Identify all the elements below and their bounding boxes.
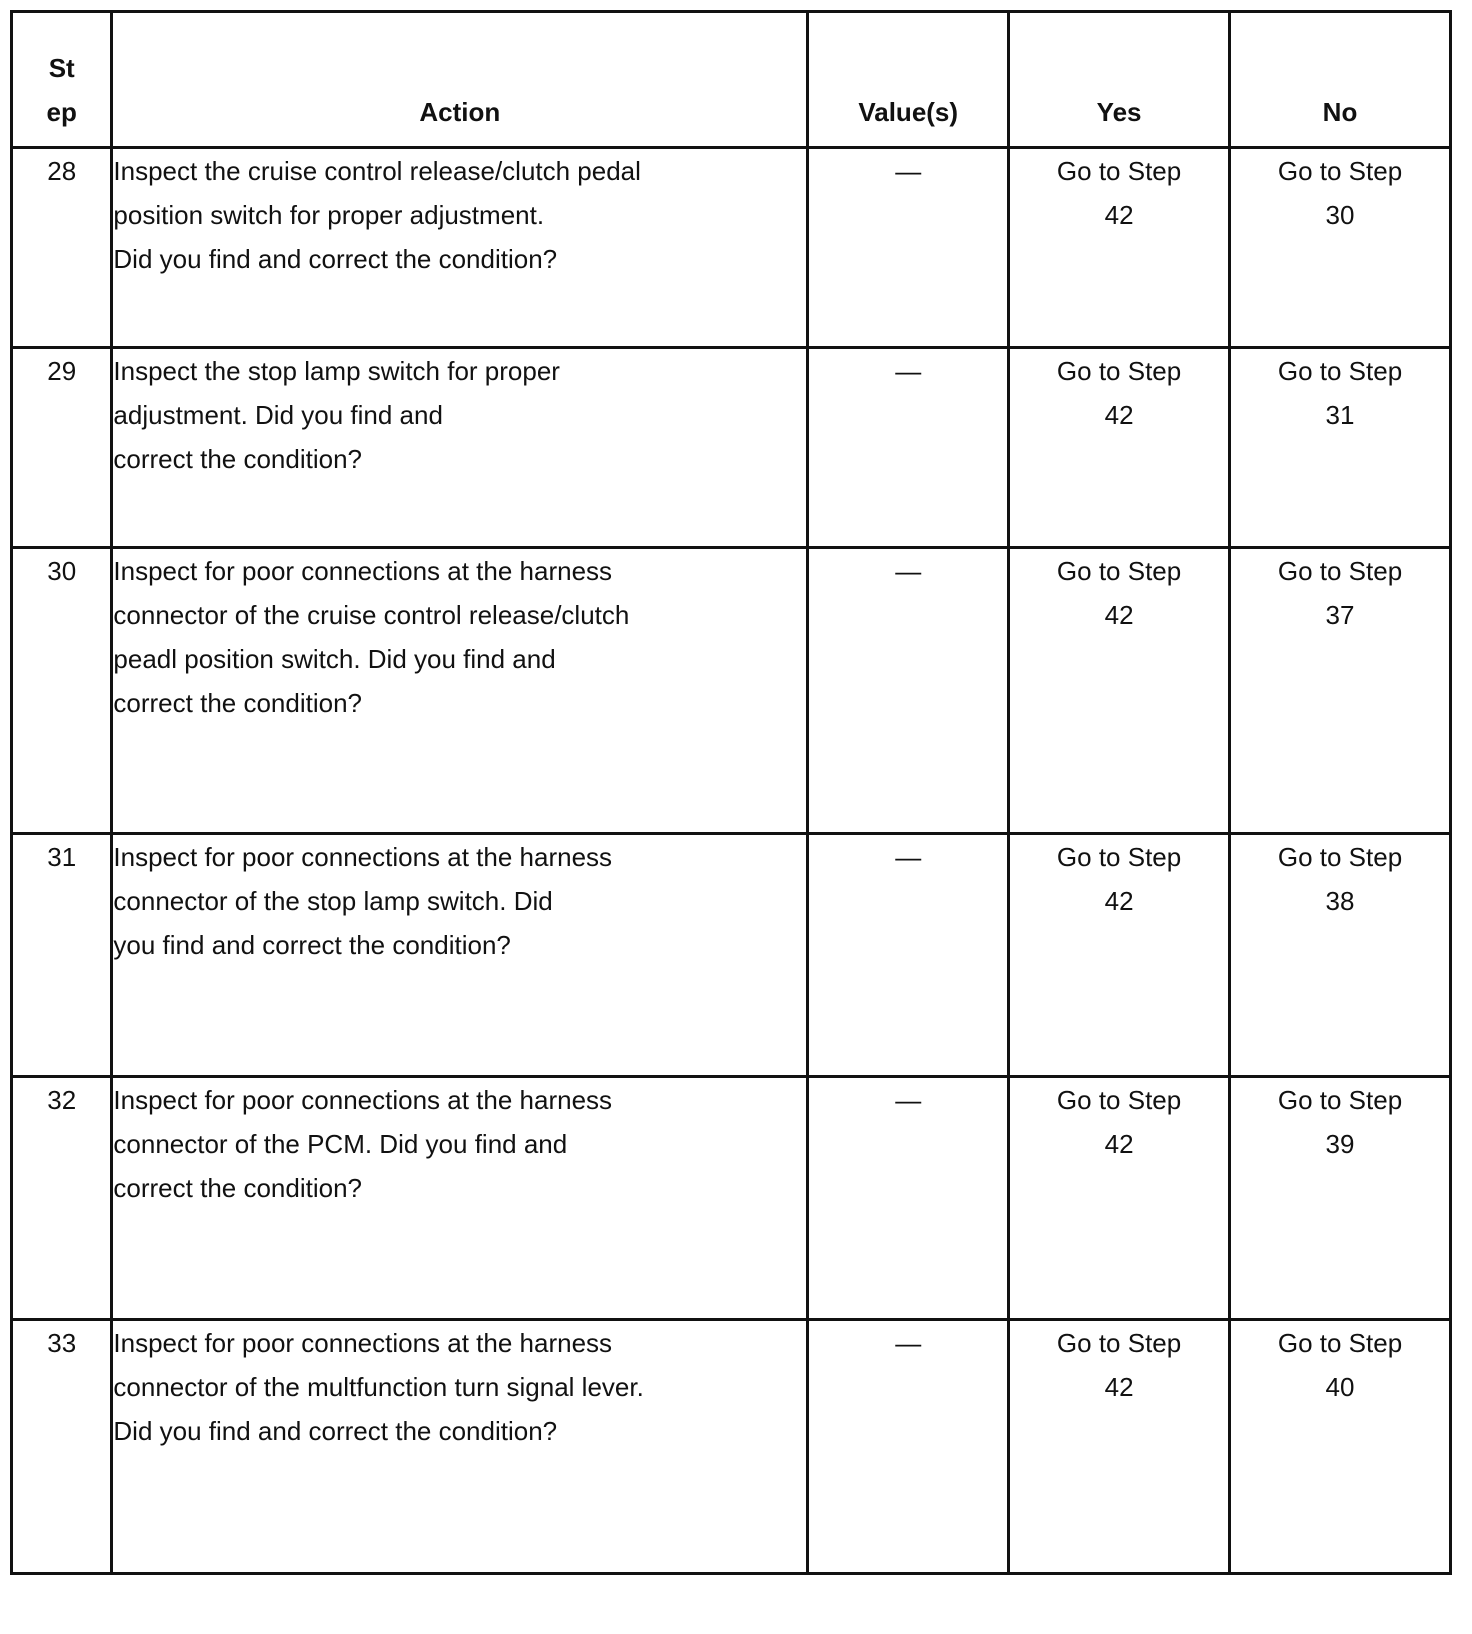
header-values: Value(s) [808,12,1009,148]
action-line: Inspect the stop lamp switch for proper [113,356,560,386]
action-line: correct the condition? [113,1173,362,1203]
value-dash: — [808,1077,1009,1320]
no-goto-text: Go to Step [1277,1085,1403,1115]
action-line: Inspect for poor connections at the harness [113,1085,613,1115]
no-goto-step: 31 [1325,400,1355,430]
no-goto-step: 38 [1325,886,1355,916]
action-line: you find and correct the condition? [113,930,511,960]
value-dash: — [808,834,1009,1077]
header-step [12,12,112,148]
action-line: connector of the PCM. Did you find and [113,1129,568,1159]
table-row [12,348,1451,548]
step-number: 31 [12,834,112,1077]
yes-goto-step: 42 [1104,1372,1134,1402]
action-line: correct the condition? [113,688,362,718]
action-text [112,834,808,1077]
action-text [112,148,808,348]
action-line: connector of the cruise control release/clutch [113,600,630,630]
yes-goto-text: Go to Step [1056,1328,1182,1358]
action-line: connector of the stop lamp switch. Did [113,886,553,916]
no-goto-text: Go to Step [1277,156,1403,186]
yes-goto [1009,148,1230,348]
action-line: correct the condition? [113,444,362,474]
header-step-line1: St [48,53,75,83]
no-goto-step: 40 [1325,1372,1355,1402]
value-dash: — [808,1320,1009,1574]
value-dash: — [808,348,1009,548]
no-goto [1230,148,1451,348]
action-line: Did you find and correct the condition? [113,244,558,274]
no-goto [1230,1320,1451,1574]
step-number: 28 [12,148,112,348]
step-number: 33 [12,1320,112,1574]
no-goto-step: 30 [1325,200,1355,230]
yes-goto-step: 42 [1104,886,1134,916]
no-goto-step: 39 [1325,1129,1355,1159]
header-yes: Yes [1009,12,1230,148]
table-row [12,1320,1451,1574]
no-goto-step: 37 [1325,600,1355,630]
step-number: 30 [12,548,112,834]
header-action: Action [112,12,808,148]
yes-goto-step: 42 [1104,600,1134,630]
step-number: 32 [12,1077,112,1320]
header-row [12,12,1451,148]
action-text [112,348,808,548]
action-line: peadl position switch. Did you find and [113,644,556,674]
no-goto-text: Go to Step [1277,556,1403,586]
value-dash: — [808,548,1009,834]
yes-goto [1009,548,1230,834]
table-row [12,1077,1451,1320]
action-text [112,1077,808,1320]
yes-goto [1009,348,1230,548]
action-line: Inspect the cruise control release/clutch pedal [113,156,641,186]
yes-goto-text: Go to Step [1056,156,1182,186]
header-step-line2: ep [46,97,77,127]
yes-goto-text: Go to Step [1056,842,1182,872]
yes-goto-text: Go to Step [1056,556,1182,586]
action-text [112,1320,808,1574]
yes-goto-text: Go to Step [1056,356,1182,386]
table-row [12,148,1451,348]
yes-goto [1009,834,1230,1077]
value-dash: — [808,148,1009,348]
table-row [12,548,1451,834]
header-no: No [1230,12,1451,148]
action-line: Inspect for poor connections at the harness [113,1328,613,1358]
action-line: Inspect for poor connections at the harness [113,842,613,872]
yes-goto-step: 42 [1104,200,1134,230]
no-goto [1230,348,1451,548]
action-line: adjustment. Did you find and [113,400,443,430]
table-row [12,834,1451,1077]
yes-goto [1009,1077,1230,1320]
diagnostic-table [10,10,1452,1575]
no-goto-text: Go to Step [1277,842,1403,872]
no-goto [1230,1077,1451,1320]
action-line: connector of the multfunction turn signal lever. [113,1372,644,1402]
step-number: 29 [12,348,112,548]
yes-goto-step: 42 [1104,400,1134,430]
no-goto [1230,548,1451,834]
action-line: position switch for proper adjustment. [113,200,545,230]
action-line: Did you find and correct the condition? [113,1416,558,1446]
yes-goto-step: 42 [1104,1129,1134,1159]
action-text [112,548,808,834]
no-goto-text: Go to Step [1277,1328,1403,1358]
no-goto [1230,834,1451,1077]
action-line: Inspect for poor connections at the harness [113,556,613,586]
no-goto-text: Go to Step [1277,356,1403,386]
yes-goto [1009,1320,1230,1574]
yes-goto-text: Go to Step [1056,1085,1182,1115]
